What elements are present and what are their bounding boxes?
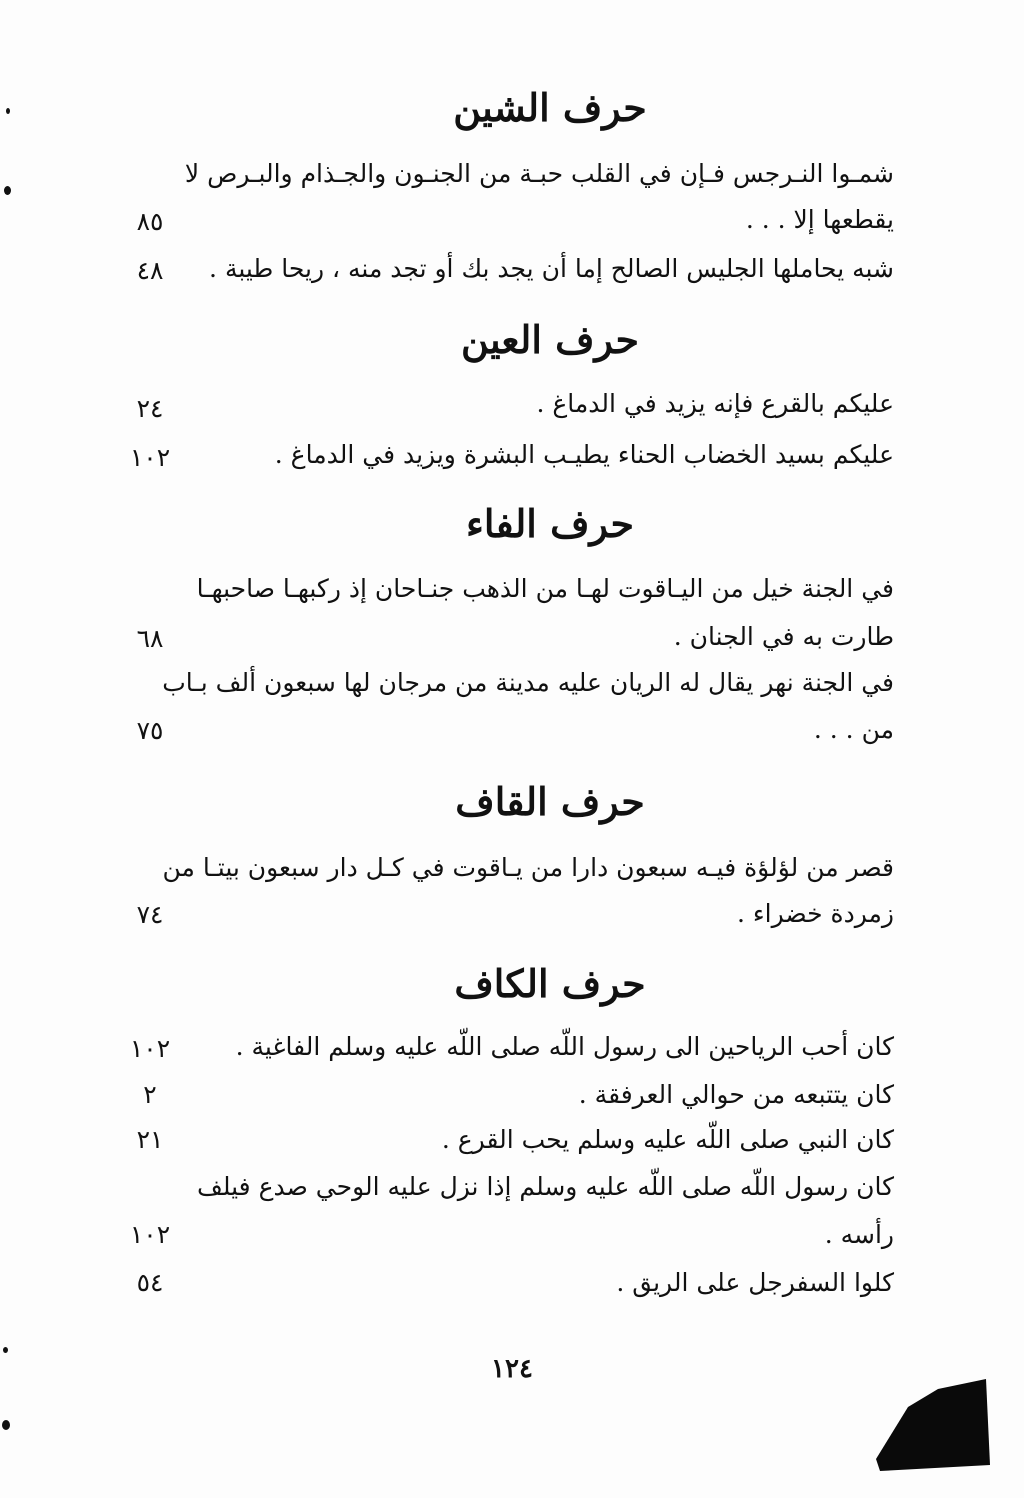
entry-page-number: ٢١ [136, 1125, 164, 1154]
section-heading-ayn: حرف العين [461, 317, 639, 362]
scan-speck [4, 186, 11, 195]
entry-text-line: قصر من لؤلؤة فيـه سبعون دارا من يـاقوت في كـل دار سبعون بيتـا من [162, 853, 894, 882]
entry-text-line: كان أحب الرياحين الى رسول اللّه صلى اللّه عليه وسلم الفاغية . [235, 1032, 894, 1061]
entry-text-line: من . . . [813, 715, 894, 744]
entry-page-number: ١٠٢ [129, 443, 171, 472]
entry-page-number: ٧٤ [136, 900, 164, 929]
entry-text-line: زمردة خضراء . [737, 899, 894, 928]
section-heading-fa: حرف الفاء [466, 501, 634, 546]
entry-text-line: في الجنة خيل من اليـاقوت لهـا من الذهب جنـاحان إذ ركبهـا صاحبهـا [196, 574, 894, 603]
entry-text-line: شبه يحاملها الجليس الصالح إما أن يجد بك أو تجد منه ، ريحا طيبة . [209, 254, 894, 283]
entry-text-line: كان رسول اللّه صلى اللّه عليه وسلم إذا نزل عليه الوحي صدع فيلف [196, 1172, 894, 1201]
entry-text-line: كلوا السفرجل على الريق . [616, 1268, 894, 1297]
entry-text-line: رأسه . [824, 1220, 894, 1249]
scan-speck [6, 108, 10, 114]
entry-text-line: عليكم بالقرع فإنه يزيد في الدماغ . [536, 389, 894, 418]
entry-text-line: عليكم بسيد الخضاب الحناء يطيـب البشرة ويزيد في الدماغ . [274, 440, 894, 469]
entry-page-number: ٨٥ [136, 207, 164, 236]
entry-text-line: في الجنة نهر يقال له الريان عليه مدينة من مرجان لها سبعون ألف بـاب [162, 668, 894, 697]
entry-page-number: ٥٤ [136, 1268, 164, 1297]
entry-text-line: يقطعها إلا . . . [745, 205, 894, 234]
entry-text-line: شمـوا النـرجس فـإن في القلب حبـة من الجنـون والجـذام والبـرص لا [184, 159, 894, 188]
entry-page-number: ١٠٢ [129, 1034, 171, 1063]
entry-page-number: ٢٤ [136, 394, 164, 423]
entry-page-number: ١٠٢ [129, 1220, 171, 1249]
scan-shadow [868, 1367, 998, 1472]
entry-page-number: ٦٨ [136, 624, 164, 653]
entry-page-number: ٢ [143, 1080, 157, 1109]
entry-text-line: كان النبي صلى اللّه عليه وسلم يحب القرع . [441, 1125, 894, 1154]
section-heading-kaf: حرف الكاف [454, 961, 646, 1006]
scan-speck [2, 1420, 10, 1430]
entry-text-line: طارت به في الجنان . [673, 622, 894, 651]
entry-page-number: ٧٥ [136, 716, 164, 745]
scan-speck [3, 1347, 8, 1353]
section-heading-shin: حرف الشين [453, 85, 647, 130]
entry-page-number: ٤٨ [136, 256, 164, 285]
entry-text-line: كان يتتبعه من حوالي العرفقة . [578, 1080, 894, 1109]
page-number: ١٢٤ [491, 1354, 533, 1384]
section-heading-qaf: حرف القاف [455, 779, 645, 824]
